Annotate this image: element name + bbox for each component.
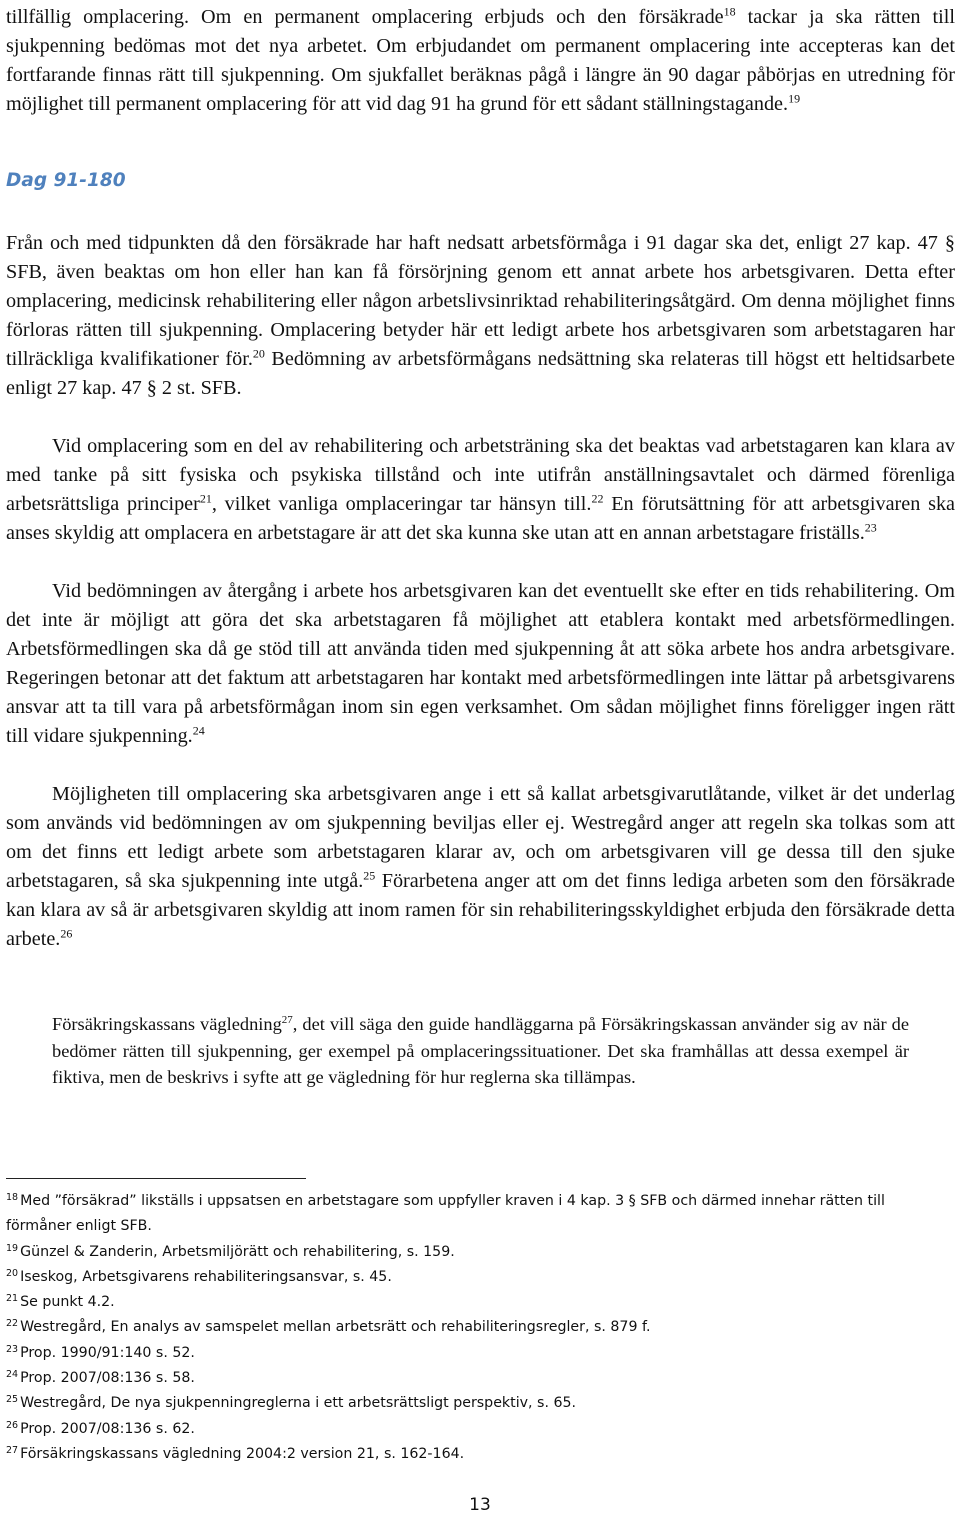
footnote-text: Prop. 2007/08:136 s. 58. xyxy=(20,1370,195,1387)
footnote-ref-19[interactable]: 19 xyxy=(788,91,801,106)
paragraph-text: Bedömning av arbetsförmågans nedsättning ska relateras till högst ett heltidsarbete enligt 27 kap. 47 § 2 st. SFB. xyxy=(6,348,955,399)
footnote-text: Iseskog, Arbetsgivarens rehabiliteringsansvar, s. 45. xyxy=(20,1268,392,1285)
footnote-text: Prop. 1990/91:140 s. 52. xyxy=(20,1344,195,1361)
footnote-item xyxy=(6,1341,951,1366)
quote-text: , det vill säga den guide handläggarna på Försäkringskassan använder sig av när de bedömer rätten till sjukpenning, ger exempel på omplaceringssituationer. Det ska framhållas att dessa exempel är fiktiva, men de beskrivs i syfte att ge vägledning för hur reglerna ska tillämpas. xyxy=(52,1014,909,1088)
footnote-number: 22 xyxy=(6,1318,19,1330)
footnote-item xyxy=(6,1366,951,1391)
footnote-list xyxy=(6,1189,951,1467)
footnote-item xyxy=(6,1240,951,1265)
footnote-number: 25 xyxy=(6,1394,19,1406)
body-paragraph-2 xyxy=(6,229,955,403)
paragraph-text: En förutsättning för att arbetsgivaren ska anses skyldig att omplacera en arbetstagare är att det ska kunna ske utan att en annan arbetstagare friställs. xyxy=(6,493,955,544)
paragraph-text: Vid omplacering som en del av rehabilitering och arbetsträning ska det beaktas vad arbetstagaren kan klara av med tanke på sitt fysiska och psykiska tillstånd och inte utifrån anställningsavtalet och därmed förenliga arbetsrättsliga principer xyxy=(6,435,955,515)
footnote-ref-23[interactable]: 23 xyxy=(864,520,877,535)
footnote-ref-26[interactable]: 26 xyxy=(60,926,73,941)
footnote-item xyxy=(6,1391,951,1416)
footnote-ref-18[interactable]: 18 xyxy=(723,4,736,19)
footnote-text: Prop. 2007/08:136 s. 62. xyxy=(20,1420,195,1437)
footnote-item xyxy=(6,1265,951,1290)
footnote-number: 18 xyxy=(6,1192,19,1203)
block-quote xyxy=(52,1011,909,1091)
paragraph-text: Från och med tidpunkten då den försäkrade har haft nedsatt arbetsförmåga i 91 dagar ska det, enligt 27 kap. 47 § SFB, även beaktas om hon eller han kan få försörjning genom ett annat arbete hos arbetsgivaren. Detta efter omplacering, medicinsk rehabilitering eller någon arbetslivsinriktad rehabiliteringsåtgärd. Om denna möjlighet finns förloras rätten till sjukpenning. Omplacering betyder här ett ledigt arbete hos arbetsgivaren som arbetstagaren har tillräckliga kvalifikationer för. xyxy=(6,232,955,370)
body-paragraph-5 xyxy=(6,780,955,954)
footnote-ref-24[interactable]: 24 xyxy=(192,723,205,738)
page-number: 13 xyxy=(469,1495,491,1515)
footnote-item xyxy=(6,1315,951,1340)
body-paragraph-4 xyxy=(6,577,955,751)
paragraph-text: , vilket vanliga omplaceringar tar hänsyn till. xyxy=(211,493,592,515)
footnote-ref-27[interactable]: 27 xyxy=(281,1013,293,1026)
footnote-item xyxy=(6,1290,951,1315)
paragraph-text: tackar ja ska rätten till sjukpenning bedömas mot det nya arbetet. Om erbjudandet om permanent omplacering inte accepteras kan det fortfarande finnas rätt till sjukpenning. Om sjukfallet beräknas pågå i längre än 90 dagar påbörjas en utredning för möjlighet till permanent omplacering för att vid dag 91 ha grund för ett sådant ställningstagande. xyxy=(6,6,955,115)
footnote-text: Med ”försäkrad” likställs i uppsatsen en arbetstagare som uppfyller kraven i 4 kap. 3 § SFB och därmed innehar rätten till förmåner enligt SFB. xyxy=(6,1193,885,1235)
footnote-ref-20[interactable]: 20 xyxy=(252,346,265,361)
footnote-number: 26 xyxy=(6,1419,19,1431)
footnote-text: Günzel & Zanderin, Arbetsmiljörätt och rehabilitering, s. 159. xyxy=(20,1243,455,1260)
footnote-ref-25[interactable]: 25 xyxy=(363,868,376,883)
footnote-number: 27 xyxy=(6,1444,19,1456)
footnote-item xyxy=(6,1442,951,1467)
quote-text: Försäkringskassans vägledning xyxy=(52,1014,282,1034)
footnote-ref-21[interactable]: 21 xyxy=(199,491,212,506)
footnote-number: 23 xyxy=(6,1343,19,1355)
footnote-text: Westregård, De nya sjukpenningreglerna i ett arbetsrättsligt perspektiv, s. 65. xyxy=(20,1395,577,1412)
footnote-number: 20 xyxy=(6,1267,19,1279)
footnote-text: Försäkringskassans vägledning 2004:2 version 21, s. 162-164. xyxy=(20,1445,465,1462)
footnote-text: Se punkt 4.2. xyxy=(20,1294,115,1311)
footnote-number: 24 xyxy=(6,1369,19,1381)
footnote-item xyxy=(6,1417,951,1442)
body-paragraph-3 xyxy=(6,432,955,548)
paragraph-text: Vid bedömningen av återgång i arbete hos arbetsgivaren kan det eventuellt ske efter en tids rehabilitering. Om det inte är möjligt att göra det ska arbetstagaren få möjlighet att etablera kontakt med arbetsförmedlingen. Arbetsförmedlingen ska då ge stöd till att använda tiden med sjukpenning åt att söka arbete hos andra arbetsgivare. Regeringen betonar att det faktum att arbetstagaren har kontakt med arbetsförmedlingen inte lättar på arbetsgivarens ansvar att ta till vara på arbetsförmågan inom sin egen verksamhet. Om sådan möjlighet finns föreligger ingen rätt till vidare sjukpenning. xyxy=(6,580,955,747)
body-paragraph-1 xyxy=(6,3,955,119)
footnote-ref-22[interactable]: 22 xyxy=(591,491,604,506)
footnote-number: 21 xyxy=(6,1293,19,1305)
footnote-number: 19 xyxy=(6,1242,19,1254)
footnote-item xyxy=(6,1189,951,1240)
paragraph-text: Möjligheten till omplacering ska arbetsgivaren ange i ett så kallat arbetsgivarutlåtande, vilket är det underlag som används vid bedömningen av om sjukpenning beviljas eller ej. Westregård anger att regeln ska tolkas som att om det finns ett ledigt arbete som arbetstagaren klarar av, och om arbetsgivaren vill ge dessa till den sjuke arbetstagaren, så ska sjukpenning inte utgå. xyxy=(6,783,955,892)
paragraph-text: tillfällig omplacering. Om en permanent omplacering erbjuds och den försäkrade xyxy=(6,6,724,28)
footnote-separator xyxy=(6,1178,306,1179)
footnote-text: Westregård, En analys av samspelet mellan arbetsrätt och rehabiliteringsregler, s. 879 f. xyxy=(20,1319,651,1336)
paragraph-text: Förarbetena anger att om det finns lediga arbeten som den försäkrade kan klara av så är arbetsgivaren skyldig att inom ramen för sin rehabiliteringsskyldighet erbjuda den försäkrade detta arbete. xyxy=(6,870,955,950)
section-heading: Dag 91-180 xyxy=(6,170,126,191)
